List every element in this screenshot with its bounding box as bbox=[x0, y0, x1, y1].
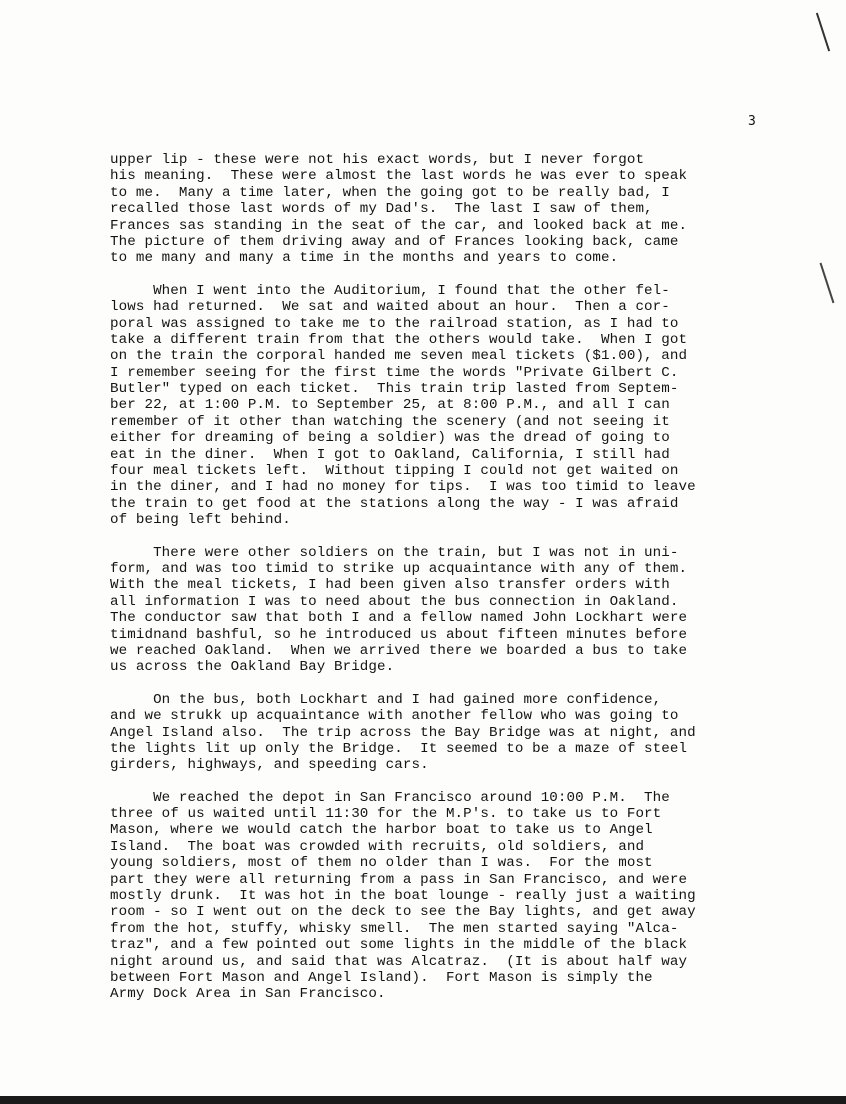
paragraph bbox=[110, 152, 810, 267]
text-line: night around us, and said that was Alcatraz. (It is about half way bbox=[110, 953, 688, 970]
text-line: either for dreaming of being a soldier) was the dread of going to bbox=[110, 430, 670, 447]
text-line: poral was assigned to take me to the railroad station, as I had to bbox=[110, 315, 679, 332]
text-line: We reached the depot in San Francisco around 10:00 P.M. The bbox=[110, 789, 670, 806]
text-line: part they were all returning from a pass in San Francisco, and were bbox=[110, 871, 688, 888]
text-line: take a different train from that the others would take. When I got bbox=[110, 331, 688, 348]
text-line: room - so I went out on the deck to see the Bay lights, and get away bbox=[110, 904, 696, 921]
text-line: us across the Oakland Bay Bridge. bbox=[110, 659, 395, 676]
paragraph-gap bbox=[110, 774, 810, 790]
text-line: ber 22, at 1:00 P.M. to September 25, at 8:00 P.M., and all I can bbox=[110, 397, 670, 414]
text-line: to me many and many a time in the months and years to come. bbox=[110, 250, 619, 267]
text-line: the lights lit up only the Bridge. It seemed to be a maze of steel bbox=[110, 740, 688, 757]
text-line: There were other soldiers on the train, but I was not in uni- bbox=[110, 544, 679, 561]
paragraph bbox=[110, 283, 810, 529]
text-line: girders, highways, and speeding cars. bbox=[110, 757, 429, 774]
text-line: timidnand bashful, so he introduced us about fifteen minutes before bbox=[110, 626, 688, 643]
scan-mark bbox=[816, 13, 830, 52]
text-line: On the bus, both Lockhart and I had gained more confidence, bbox=[110, 691, 662, 708]
text-line: and we strukk up acquaintance with another fellow who was going to bbox=[110, 708, 679, 725]
text-line: four meal tickets left. Without tipping I could not get waited on bbox=[110, 463, 679, 480]
text-line: eat in the diner. When I got to Oakland, California, I still had bbox=[110, 446, 670, 463]
text-line: Mason, where we would catch the harbor boat to take us to Angel bbox=[110, 822, 653, 839]
text-line: traz", and a few pointed out some lights in the middle of the black bbox=[110, 937, 688, 954]
text-line: Butler" typed on each ticket. This train trip lasted from Septem- bbox=[110, 381, 679, 398]
text-line: I remember seeing for the first time the words "Private Gilbert C. bbox=[110, 364, 679, 381]
text-line: upper lip - these were not his exact words, but I never forgot bbox=[110, 152, 645, 168]
text-line: Frances sas standing in the seat of the car, and looked back at me. bbox=[110, 217, 688, 234]
text-line: form, and was too timid to strike up acquaintance with any of them. bbox=[110, 560, 688, 577]
text-line: The picture of them driving away and of Frances looking back, came bbox=[110, 233, 679, 250]
paragraph bbox=[110, 692, 810, 774]
scan-edge bbox=[0, 1096, 846, 1104]
scan-mark bbox=[820, 263, 834, 303]
text-line: lows had returned. We sat and waited about an hour. Then a cor- bbox=[110, 299, 670, 316]
page-number: 3 bbox=[748, 114, 756, 129]
text-line: on the train the corporal handed me seven meal tickets ($1.00), and bbox=[110, 348, 688, 365]
text-line: his meaning. These were almost the last words he was ever to speak bbox=[110, 168, 688, 185]
text-line: the train to get food at the stations along the way - I was afraid bbox=[110, 495, 679, 512]
text-line: in the diner, and I had no money for tips. I was too timid to leave bbox=[110, 479, 696, 496]
text-line: Island. The boat was crowded with recruits, old soldiers, and bbox=[110, 838, 645, 855]
paragraph bbox=[110, 545, 810, 676]
paragraph-gap bbox=[110, 267, 810, 283]
text-line: between Fort Mason and Angel Island). Fort Mason is simply the bbox=[110, 969, 653, 986]
text-line: Army Dock Area in San Francisco. bbox=[110, 986, 386, 1003]
text-line: mostly drunk. It was hot in the boat lounge - really just a waiting bbox=[110, 888, 696, 905]
text-line: The conductor saw that both I and a fellow named John Lockhart were bbox=[110, 610, 688, 627]
text-line: When I went into the Auditorium, I found that the other fel- bbox=[110, 282, 670, 299]
text-line: from the hot, stuffy, whisky smell. The men started saying "Alca- bbox=[110, 920, 679, 937]
document-body bbox=[110, 152, 810, 1003]
text-line: Angel Island also. The trip across the Bay Bridge was at night, and bbox=[110, 724, 696, 741]
text-line: With the meal tickets, I had been given also transfer orders with bbox=[110, 577, 670, 594]
paragraph-gap bbox=[110, 529, 810, 545]
text-line: all information I was to need about the bus connection in Oakland. bbox=[110, 593, 679, 610]
paragraph-gap bbox=[110, 676, 810, 692]
text-line: remember of it other than watching the scenery (and not seeing it bbox=[110, 413, 670, 430]
paragraph bbox=[110, 790, 810, 1003]
text-line: young soldiers, most of them no older than I was. For the most bbox=[110, 855, 653, 872]
text-line: to me. Many a time later, when the going got to be really bad, I bbox=[110, 184, 670, 201]
text-line: of being left behind. bbox=[110, 512, 291, 529]
text-line: recalled those last words of my Dad's. The last I saw of them, bbox=[110, 201, 653, 218]
text-line: three of us waited until 11:30 for the M.P's. to take us to Fort bbox=[110, 806, 662, 823]
text-line: we reached Oakland. When we arrived there we boarded a bus to take bbox=[110, 642, 688, 659]
